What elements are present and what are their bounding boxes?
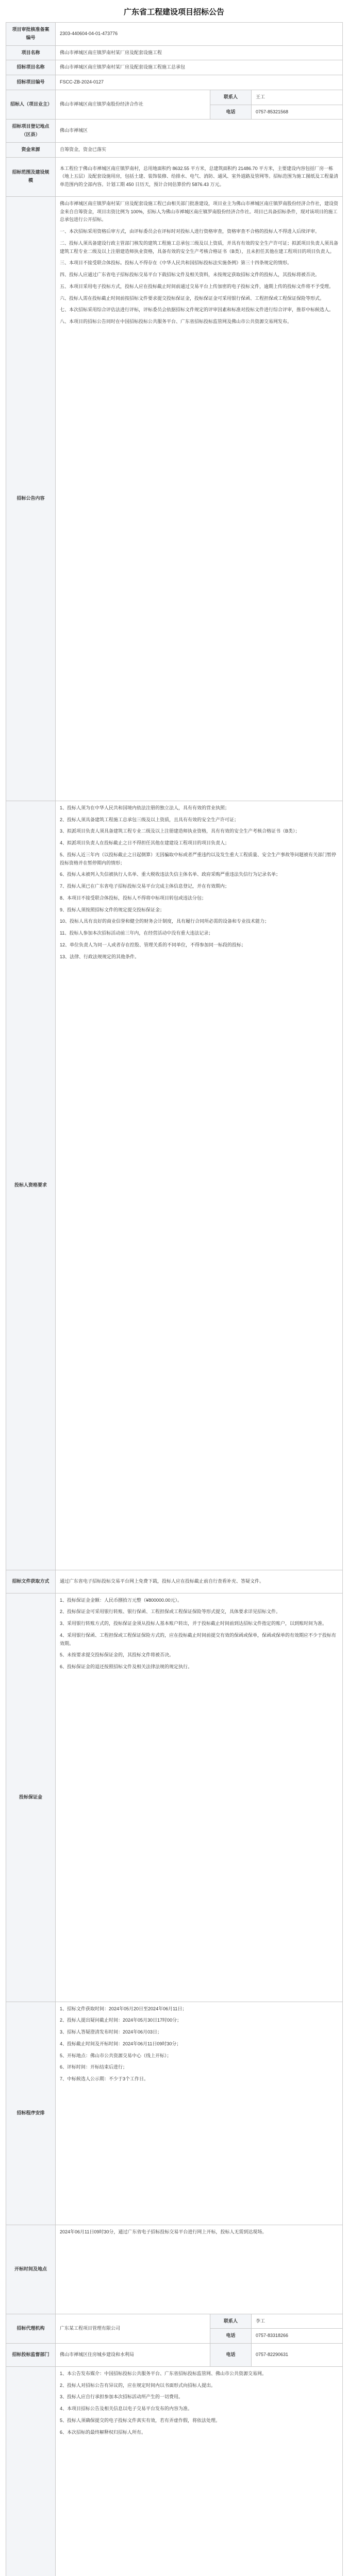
row-guarantee (6, 1593, 343, 2002)
procedure-label: 招标程序安排 (6, 2002, 56, 2225)
notice-paragraph: 佛山市禅城区南庄镇罗南村某厂房及配套设施工程已由相关部门批准建设，项目业主为佛山市禅城区南庄镇罗南股份经济合作社，建设资金来自自筹资金，项目出资比例为 100%，招标人为佛山市禅城区南庄镇罗南股份经济合作社。项目已具备招标条件，现对该项目的施工总承包进行公开招标。 (60, 200, 339, 223)
qualification-item: 7、投标人须已在广东省电子招标投标交易平台完成主体信息登记，并在有效期内； (60, 884, 230, 889)
tenderer-name: 佛山市禅城区南庄镇罗南股份经济合作社 (56, 90, 210, 120)
open-label: 开标时间及地点 (6, 2225, 56, 2314)
misc-item: 4、本项目招标公告及相关信息以电子交易平台发布的内容为准。 (60, 2406, 193, 2411)
guarantee-item: 5、未按要求提交投标保证金的，其投标文件将被否决。 (60, 1652, 174, 1658)
tender-name-value: 佛山市禅城区南庄镇罗南村某厂房及配套设施工程施工总承包 (56, 60, 343, 75)
tender-code-value: FSCC-ZB-2024-0127 (56, 75, 343, 90)
procedure-item: 1、招标文件获取时间：2024年05月20日至2024年06月11日； (60, 2006, 187, 2011)
supervisor-phone: 0757-82290631 (252, 2344, 343, 2367)
agent-phone-label: 电话 (210, 2329, 252, 2344)
guarantee-label: 投标保证金 (6, 1593, 56, 2002)
doc-method-value: 通过广东省电子招标投标交易平台网上免费下载，投标人应在投标截止前自行查看补充、答疑文件。 (56, 1570, 343, 1593)
reg-place-label: 招标项目登记地点（区县） (6, 120, 56, 143)
tenderer-contact-label: 联系人 (210, 90, 252, 105)
tenderer-phone: 0757-85321568 (252, 105, 343, 120)
tender-name-label: 招标项目名称 (6, 60, 56, 75)
procedure-item: 6、评标时间：开标结束后进行； (60, 2064, 128, 2070)
notice-label: 招标公告内容 (6, 196, 56, 801)
guarantee-body (60, 1597, 338, 1998)
supervisor-phone-label: 电话 (210, 2344, 252, 2367)
agent-name: 广东某工程项目管理有限公司 (56, 2314, 210, 2344)
row-project-name (6, 45, 343, 60)
row-qualification (6, 801, 343, 1570)
scale-label: 招标范围及建设规模 (6, 157, 56, 196)
project-name-label: 项目名称 (6, 45, 56, 60)
row-fund-source (6, 142, 343, 157)
agent-phone: 0757-83318266 (252, 2329, 343, 2344)
procedure-item: 5、开标地点：佛山市公共资源交易中心（线上开标）； (60, 2053, 172, 2058)
guarantee-item: 3、采用银行转账方式的，投标保证金须从投标人基本账户转出，并于投标截止时间前到达招标文件指定的账户，以到账时间为准。 (60, 1621, 327, 1626)
guarantee-item: 4、采用银行保函、工程担保或工程保证保险方式的，应在投标截止时间前提交有效的保函或保单，保函或保单的有效期应不少于投标有效期。 (60, 1632, 337, 1646)
misc-item: 2、投标人对招标公告有异议的，应在规定时间内以书面形式向招标人提出。 (60, 2382, 216, 2388)
notice-paragraph: 八、本项目的招标公告同时在中国招标投标公共服务平台、广东省招标投标监管网及佛山市公共资源交易网发布。 (60, 319, 292, 324)
open-value: 2024年06月11日09时30分，通过广东省电子招标投标交易平台进行网上开标，投标人无需到达现场。 (60, 2229, 267, 2234)
procedure-body (60, 2005, 338, 2222)
row-doc-method (6, 1570, 343, 1593)
qualification-item: 12、单位负责人为同一人或者存在控股、管理关系的不同单位，不得参加同一标段的投标； (60, 942, 246, 947)
guarantee-item: 1、投标保证金金额：人民币捌拾万元整（¥800000.00元）。 (60, 1597, 183, 1603)
qualification-item: 3、拟派项目负责人须具备建筑工程专业二级及以上注册建造师执业资格，具有有效的安全生产考核合格证书（B类）； (60, 828, 300, 834)
qualification-item: 4、拟派项目负责人在投标截止之日不得担任其他在建建设工程项目的项目负责人； (60, 840, 230, 845)
notice-page (6, 0, 342, 2576)
row-supervisor (6, 2344, 343, 2367)
reg-place-value: 佛山市禅城区 (56, 120, 343, 143)
row-tenderer (6, 90, 343, 105)
project-code-label: 项目审批核准备案编号 (6, 23, 56, 46)
notice-paragraph: 五、本项目采用电子投标方式，投标人应在投标截止时间前通过交易平台上传加密的电子投标文件，逾期上传的投标文件将不予受理。 (60, 283, 334, 289)
row-misc (6, 2366, 343, 2576)
notice-body (60, 200, 338, 798)
qualification-item: 6、投标人未被列入失信被执行人名单、重大税收违法失信主体名单、政府采购严重违法失信行为记录名单； (60, 872, 281, 877)
scale-value: 本工程位于佛山市禅城区南庄镇罗南村，总用地面积约 8632.55 平方米，总建筑面积约 21486.70 平方米，主要建设内容包括厂房一栋（地上五层）及配套设施用房，包括土建、装饰装修、给排水、电气、消防、通风、室外道路及管网等。招标范围为施工图纸及工程量清单范围内的全部内容。计划工期 450 日历天，预计合同估算价约 5876.43 万元。 (56, 157, 343, 196)
guarantee-item: 2、投标保证金可采用银行转账、银行保函、工程担保或工程保证保险等形式提交，具体要求详见招标文件。 (60, 1609, 281, 1615)
procedure-item: 3、招标人答疑澄清发布时间：2024年06月03日； (60, 2029, 162, 2035)
supervisor-value: 佛山市禅城区住房城乡建设和水利局 (56, 2344, 210, 2367)
qualification-item: 11、投标人参加本次招标活动前三年内，在经营活动中没有重大违法记录； (60, 930, 213, 936)
row-open (6, 2225, 343, 2314)
misc-item: 6、本次招标的最终解释权归招标人所有。 (60, 2429, 146, 2435)
qualification-item: 5、投标人近三年内（以投标截止之日起倒算）无因骗取中标或者严重违约以及发生重大工程质量、安全生产事故等问题被有关部门暂停投标资格并在暂停期内的情形； (60, 852, 337, 866)
notice-paragraph: 一、本次招标采用资格后审方式，由评标委员会在评标时对投标人进行资格审查，资格审查不合格的投标人不得进入后续评审。 (60, 229, 320, 234)
agent-contact: 李工 (252, 2314, 343, 2329)
qualification-item: 9、投标人须按照招标文件的规定提交投标保证金； (60, 907, 165, 912)
procedure-item: 4、投标截止时间及开标时间：2024年06月11日09时30分； (60, 2041, 181, 2046)
fund-source-value: 自筹资金，资金已落实 (56, 142, 343, 157)
misc-body (60, 2370, 338, 2576)
misc-item: 1、本公告发布媒介：中国招标投标公共服务平台、广东省招标投标监管网、佛山市公共资源交易网。 (60, 2370, 267, 2376)
tender-code-label: 招标项目编号 (6, 75, 56, 90)
tenderer-label: 招标人（项目业主） (6, 90, 56, 120)
qualification-item: 2、投标人须具备建筑工程施工总承包三级及以上资质，且具有有效的安全生产许可证； (60, 817, 239, 822)
procedure-item: 7、中标候选人公示期：不少于3个工作日。 (60, 2076, 149, 2081)
qualification-body (60, 804, 338, 1567)
row-scale (6, 157, 343, 196)
row-tender-name (6, 60, 343, 75)
misc-item: 5、投标人须确保提交的电子投标文件真实有效，若有弄虚作假，将依法处理。 (60, 2417, 221, 2423)
guarantee-item: 6、投标保证金的退还按照招标文件及相关法律法规的规定执行。 (60, 1664, 193, 1669)
qualification-label: 投标人资格要求 (6, 801, 56, 1570)
agent-label: 招标代理机构 (6, 2314, 56, 2344)
tenderer-phone-label: 电话 (210, 105, 252, 120)
qualification-item: 10、投标人具有良好的商业信誉和健全的财务会计制度，具有履行合同所必需的设备和专业技术能力； (60, 919, 270, 924)
procedure-item: 2、投标人提出疑问截止时间：2024年05月30日17时00分； (60, 2018, 182, 2023)
row-tender-code (6, 75, 343, 90)
notice-paragraph: 三、本项目不接受联合体投标。投标人不得存在《中华人民共和国招标投标法实施条例》第三十四条规定的情形。 (60, 260, 292, 266)
qualification-item: 8、本项目不接受联合体投标，投标人不得将中标项目转包或违法分包； (60, 895, 207, 901)
row-procedure (6, 2002, 343, 2225)
row-agent (6, 2314, 343, 2329)
row-reg-place (6, 120, 343, 143)
misc-label (6, 2366, 56, 2576)
row-project-code (6, 23, 343, 46)
notice-table (6, 22, 343, 2576)
tenderer-contact: 王工 (252, 90, 343, 105)
notice-paragraph: 二、投标人须具备建设行政主管部门核发的建筑工程施工总承包三级及以上资质，并具有有效的安全生产许可证；拟派项目负责人须具备建筑工程专业二级及以上注册建造师执业资格，具备有效的安全生产考核合格证书（B类），且未担任其他在建工程项目的项目负责人。 (60, 240, 339, 254)
qualification-item: 13、法律、行政法规规定的其他条件。 (60, 954, 140, 959)
misc-item: 3、投标人应自行承担参加本次招标活动所产生的一切费用。 (60, 2394, 184, 2400)
project-code-value: 2303-440604-04-01-473776 (56, 23, 343, 46)
fund-source-label: 资金来源 (6, 142, 56, 157)
page-title: 广东省工程建设项目招标公告 (123, 8, 224, 16)
notice-paragraph: 六、投标人需在投标截止时间前按招标文件要求提交投标保证金，投标保证金可采用银行保函、工程担保或工程保证保险等形式。 (60, 295, 325, 301)
project-name-value: 佛山市禅城区南庄镇罗南村某厂房及配套设施工程 (56, 45, 343, 60)
doc-method-label: 招标文件获取方式 (6, 1570, 56, 1593)
supervisor-label: 招标投标监督部门 (6, 2344, 56, 2367)
notice-paragraph: 四、投标人应通过广东省电子招标投标交易平台下载招标文件及相关资料，未按规定获取招标文件的投标人，其投标将被否决。 (60, 272, 320, 277)
agent-contact-label: 联系人 (210, 2314, 252, 2329)
qualification-item: 1、投标人须为在中华人民共和国境内依法注册的独立法人，具有有效的营业执照； (60, 805, 230, 810)
row-notice (6, 196, 343, 801)
notice-paragraph: 七、本次招标采用综合评估法进行评标，评标委员会依据招标文件规定的评审因素和标准对投标文件进行综合评审，推荐中标候选人。 (60, 307, 334, 313)
